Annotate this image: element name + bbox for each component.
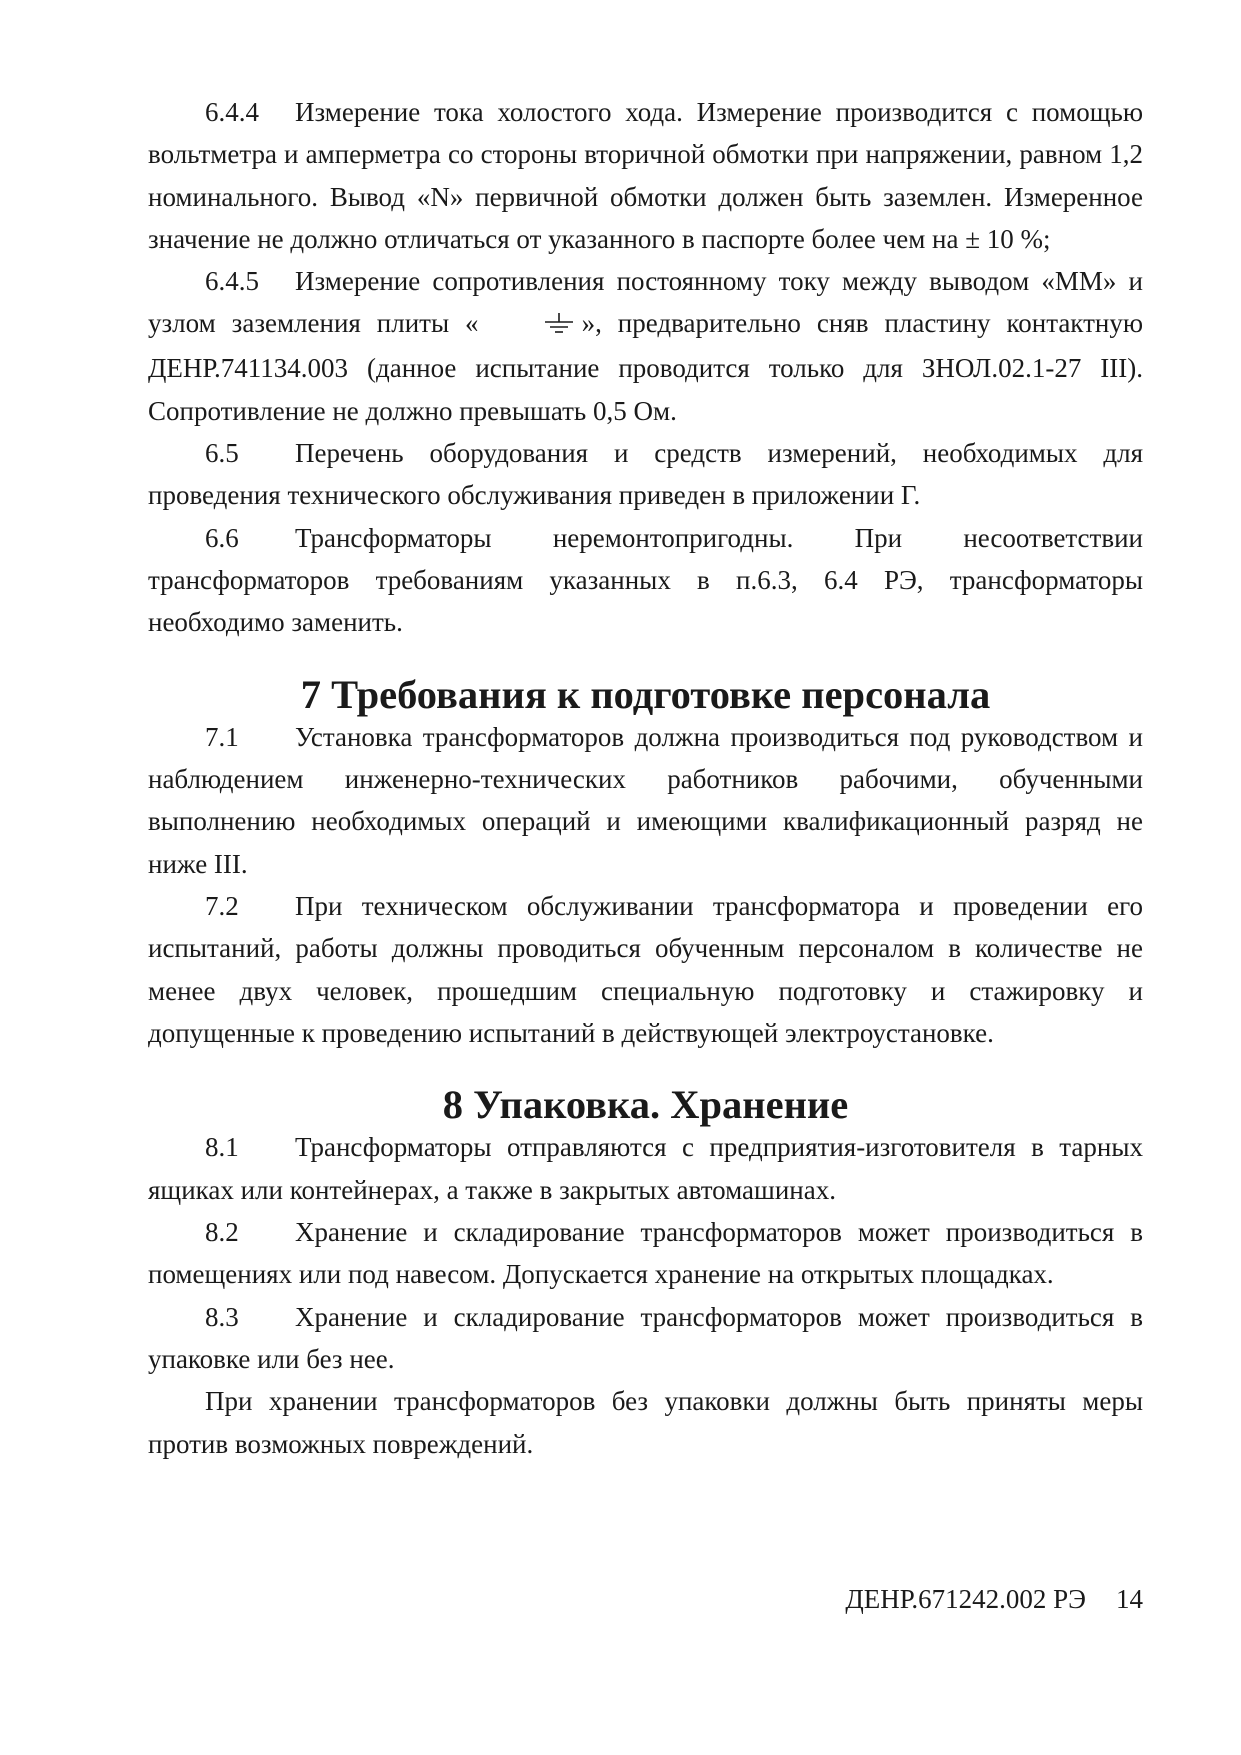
paragraph-number: 7.1 <box>205 721 239 752</box>
paragraph-number: 6.5 <box>205 438 239 469</box>
page-footer <box>845 1582 1143 1616</box>
section-8-heading: 8 Упаковка. Хранение <box>442 1082 849 1128</box>
paragraph-8-2 <box>148 1211 1143 1296</box>
section-7-heading: 7 Требования к подготовке персонала <box>300 671 991 717</box>
paragraph-number: 8.1 <box>205 1132 239 1163</box>
ground-symbol-icon <box>485 305 576 347</box>
paragraph-number: 7.2 <box>205 890 239 921</box>
paragraph-7-2 <box>148 885 1143 1054</box>
paragraph-text: Трансформаторы неремонтопригодны. При несоответствии трансформаторов требованиям указанных в п.6.3, 6.4 РЭ, трансформаторы необходимо заменить. <box>148 522 1143 638</box>
paragraph-storage-note <box>148 1380 1143 1465</box>
document-code: ДЕНР.671242.002 РЭ <box>845 1584 1086 1614</box>
paragraph-text: При техническом обслуживании трансформатора и проведении его испытаний, работы должны проводиться обученным персоналом в количестве не менее двух человек, прошедшим специальную подготовку и стажировку и допущенные к проведению испытаний в действующей электроустановке. <box>148 890 1143 1048</box>
paragraph-text: Измерение тока холостого хода. Измерение производится с помощью вольтметра и амперметра со стороны вторичной обмотки при напряжении, равном 1,2 номинального. Вывод «N» первичной обмотки должен быть заземлен. Измеренное значение не должно отличаться от указанного в паспорте более чем на ± 10 %; <box>148 97 1143 254</box>
paragraph-8-1 <box>148 1126 1143 1211</box>
paragraph-number: 8.2 <box>205 1217 239 1248</box>
paragraph-7-1 <box>148 716 1143 885</box>
paragraph-text: Установка трансформаторов должна производиться под руководством и наблюдением инженерно-технических работников рабочими, обученными выполнению необходимых операций и имеющими квалификационный разряд не ниже III. <box>148 721 1143 879</box>
page-content <box>148 91 1143 1465</box>
paragraph-text-after-symbol: », предварительно сняв пластину контактную ДЕНР.741134.003 (данное испытание проводится только для ЗНОЛ.02.1-27 III). Сопротивление не должно превышать 0,5 Ом. <box>148 308 1143 426</box>
paragraph-text: Хранение и складирование трансформаторов может производиться в помещениях или под навесом. Допускается хранение на открытых площадках. <box>148 1217 1143 1290</box>
paragraph-number: 6.6 <box>205 522 239 553</box>
paragraph-6-4-4 <box>148 91 1143 260</box>
paragraph-text-before-symbol: Измерение сопротивления постоянному току между выводом «ММ» и узлом заземления плиты « <box>148 266 1143 339</box>
paragraph-text: При хранении трансформаторов без упаковки должны быть приняты меры против возможных повреждений. <box>148 1386 1143 1459</box>
paragraph-8-3 <box>148 1296 1143 1381</box>
paragraph-6-4-5 <box>148 260 1143 432</box>
paragraph-6-6 <box>148 517 1143 644</box>
paragraph-text: Трансформаторы отправляются с предприятия-изготовителя в тарных ящиках или контейнерах, а также в закрытых автомашинах. <box>148 1132 1143 1205</box>
paragraph-number: 8.3 <box>205 1301 239 1332</box>
paragraph-text: Перечень оборудования и средств измерений, необходимых для проведения технического обслуживания приведен в приложении Г. <box>148 438 1143 511</box>
paragraph-number: 6.4.5 <box>205 266 259 297</box>
paragraph-text: Хранение и складирование трансформаторов может производиться в упаковке или без нее. <box>148 1301 1143 1374</box>
paragraph-number: 6.4.4 <box>205 97 259 127</box>
paragraph-6-5 <box>148 432 1143 517</box>
page-number: 14 <box>1116 1584 1143 1614</box>
